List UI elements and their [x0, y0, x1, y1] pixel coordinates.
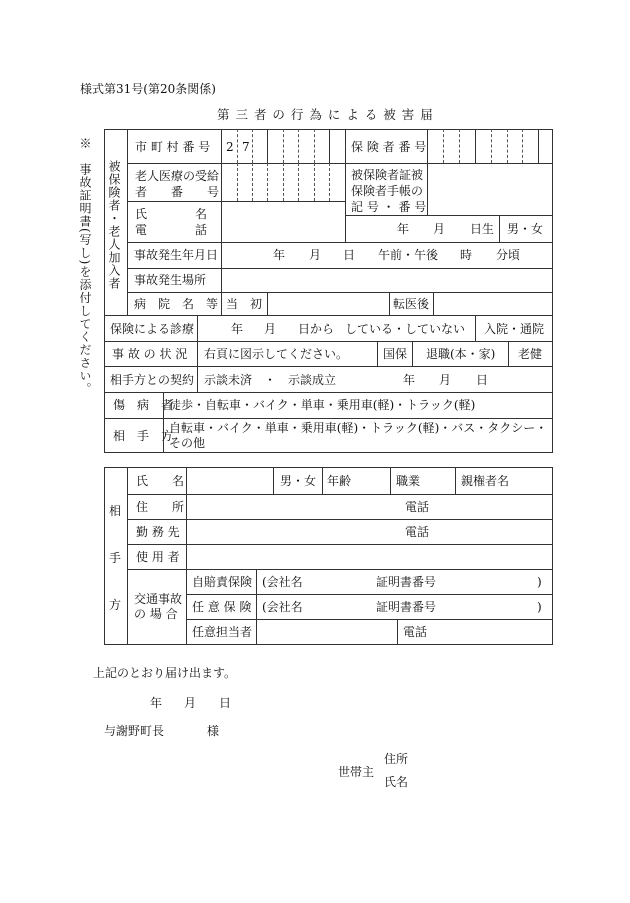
liability-insurance-label: 自賠責保険 [192, 575, 253, 589]
accident-minute: 分頃 [496, 248, 521, 262]
treatment-year: 年 [231, 322, 244, 336]
injured-label: 傷 病 者 [113, 398, 174, 412]
treatment-status[interactable]: している・していない [345, 322, 466, 336]
other-age-label: 年齢 [327, 474, 352, 488]
other-workplace-phone: 電話 [405, 525, 430, 539]
other-name-label: 氏 名 [136, 474, 185, 488]
other-party-label-3: 方 [109, 598, 122, 612]
contract-day: 日 [476, 373, 489, 387]
municipality-digit-1[interactable]: 2 [226, 140, 234, 154]
traffic-case-label-1: 交通事故 [134, 592, 183, 606]
injured-value[interactable]: 徒歩・自転車・バイク・単車・乗用車(軽)・トラック(軽) [169, 398, 476, 412]
footer-day: 日 [219, 696, 232, 710]
other-party-type-label: 相 手 方 [113, 429, 174, 443]
insured-phone-label: 電 話 [135, 223, 208, 237]
householder-name-label: 氏名 [384, 775, 409, 789]
form-title: 第 三 者 の 行 為 に よ る 被 害 届 [217, 107, 434, 122]
retired-insurance[interactable]: 退職(本・家) [426, 347, 496, 361]
other-party-type-value-2[interactable]: その他 [169, 436, 206, 450]
hospital-initial-label: 当 初 [226, 297, 263, 311]
other-party-type-value-1[interactable]: 自転車・バイク・単車・乗用車(軽)・トラック(軽)・バス・タクシー・ [169, 421, 548, 435]
birth-month: 月 [433, 222, 446, 236]
accident-hour: 時 [460, 248, 473, 262]
accident-date-label: 事故発生年月日 [134, 248, 219, 262]
treatment-month: 月 [264, 322, 277, 336]
national-insurance[interactable]: 国保 [383, 347, 408, 361]
insured-section-label: 被保険者・老人加入者 [107, 160, 121, 290]
other-party-label-1: 相 [109, 504, 122, 518]
accident-year: 年 [273, 248, 286, 262]
birth-year: 年 [397, 222, 410, 236]
voluntary-close: ) [537, 600, 542, 614]
agent-label: 任意担当者 [192, 625, 253, 639]
footer-month: 月 [184, 696, 197, 710]
other-party-label-2: 手 [109, 551, 122, 565]
hospital-label: 病 院 名 等 [134, 297, 219, 311]
statement: 上記のとおり届け出ます。 [93, 666, 237, 680]
treatment-from: 日から [298, 322, 335, 336]
other-address-phone: 電話 [405, 500, 430, 514]
voluntary-cert: 証明書番号 [376, 600, 437, 614]
hospital-transfer-label: 転医後 [393, 297, 430, 311]
traffic-case-label-2: の 場 合 [134, 607, 178, 621]
accident-place-label: 事故発生場所 [134, 273, 207, 287]
accident-day: 日 [343, 248, 356, 262]
mayor-name: 与謝野町長 [104, 724, 165, 738]
elderly-recipient-label-2: 者 番 号 [135, 185, 220, 199]
form-number: 様式第31号(第20条関係) [80, 82, 216, 96]
municipality-number-label: 市 町 村 番 号 [135, 140, 211, 154]
contract-month: 月 [439, 373, 452, 387]
accident-ampm[interactable]: 午前・午後 [378, 248, 439, 262]
liability-close: ) [537, 575, 542, 589]
situation-value: 右頁に図示してください。 [204, 347, 349, 361]
voluntary-insurance-label: 任 意 保 険 [192, 600, 252, 614]
contract-status[interactable]: 示談未済 ・ 示談成立 [204, 373, 337, 387]
contract-label: 相手方との契約 [110, 373, 195, 387]
cert-label-2: 保険者手帳の [351, 184, 424, 198]
accident-month: 月 [309, 248, 322, 262]
contract-year: 年 [403, 373, 416, 387]
situation-label: 事 故 の 状 況 [112, 347, 188, 361]
insurer-number-label: 保 険 者 番 号 [351, 140, 427, 154]
householder-label: 世帯主 [338, 765, 375, 779]
footer-year: 年 [150, 696, 163, 710]
treatment-type[interactable]: 入院・通院 [484, 322, 545, 336]
other-address-label: 住 所 [136, 500, 185, 514]
elderly-insurance[interactable]: 老健 [518, 347, 543, 361]
other-workplace-label: 勤 務 先 [136, 525, 180, 539]
elderly-recipient-label-1: 老人医療の受給 [135, 169, 220, 183]
insured-name-label: 氏 名 [135, 207, 208, 221]
agent-phone: 電話 [403, 625, 428, 639]
cert-label-3: 記 号 ・ 番 号 [351, 200, 427, 214]
mayor-sama: 様 [207, 724, 220, 738]
side-note: ※ 事故証明書(写し)を添付してください。 [78, 137, 92, 396]
voluntary-company: (会社名 [262, 600, 303, 614]
other-guardian-label: 親権者名 [461, 474, 510, 488]
liability-company: (会社名 [262, 575, 303, 589]
liability-cert: 証明書番号 [376, 575, 437, 589]
municipality-digit-2[interactable]: 7 [242, 140, 250, 154]
cert-label-1: 被保険者証被 [351, 168, 424, 182]
other-gender[interactable]: 男・女 [280, 474, 317, 488]
householder-address-label: 住所 [384, 752, 409, 766]
birth-day: 日生 [470, 222, 495, 236]
other-job-label: 職業 [396, 474, 421, 488]
other-user-label: 使 用 者 [136, 550, 180, 564]
treatment-label: 保険による診療 [110, 322, 195, 336]
insured-gender[interactable]: 男・女 [507, 222, 544, 236]
